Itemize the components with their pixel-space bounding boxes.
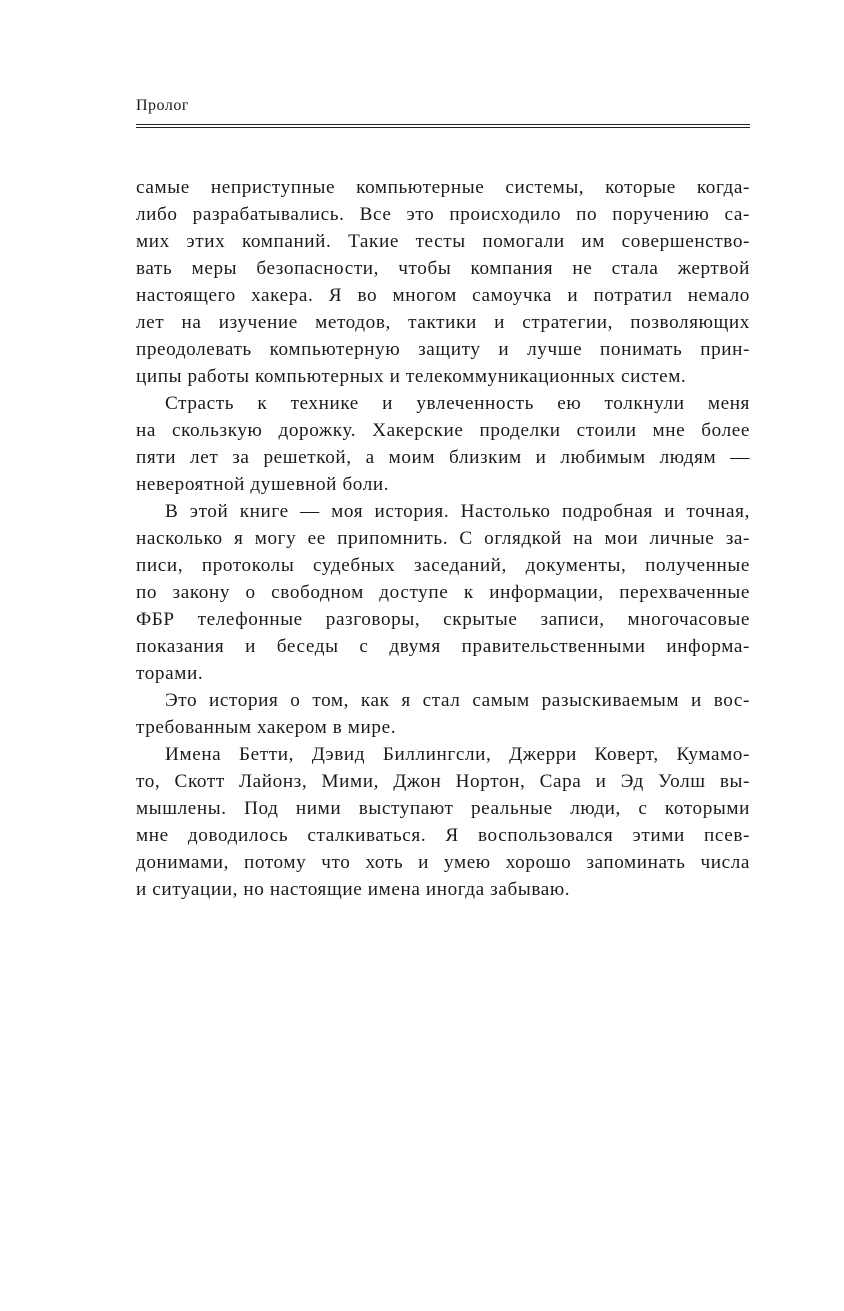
- text-line: по закону о свободном доступе к информации, перехваченные: [136, 582, 750, 603]
- text-line: вать меры безопасности, чтобы компания не стала жертвой: [136, 258, 750, 279]
- text-line: Страсть к технике и увлеченность ею толкнули меня: [165, 393, 750, 414]
- running-head: Пролог: [136, 97, 189, 114]
- text-line: мих этих компаний. Такие тесты помогали им совершенство-: [136, 231, 750, 252]
- text-line: ФБР телефонные разговоры, скрытые записи, многочасовые: [136, 609, 750, 630]
- text-line: и ситуации, но настоящие имена иногда забываю.: [136, 879, 571, 900]
- text-line: мышлены. Под ними выступают реальные люди, с которыми: [136, 798, 750, 819]
- text-line: показания и беседы с двумя правительственными информа-: [136, 636, 750, 657]
- text-line: пяти лет за решеткой, а моим близким и любимым людям —: [136, 447, 750, 468]
- text-line: мне доводилось сталкиваться. Я воспользовался этими псев-: [136, 825, 750, 846]
- text-line: на скользкую дорожку. Хакерские проделки стоили мне более: [136, 420, 750, 441]
- text-line: невероятной душевной боли.: [136, 474, 390, 495]
- body-text: [136, 174, 750, 903]
- text-line: Это история о том, как я стал самым разыскиваемым и вос-: [165, 690, 750, 711]
- text-line: требованным хакером в мире.: [136, 717, 397, 738]
- text-line: Имена Бетти, Дэвид Биллингсли, Джерри Коверт, Кумамо-: [165, 744, 750, 765]
- text-line: писи, протоколы судебных заседаний, документы, полученные: [136, 555, 750, 576]
- text-line: либо разрабатывались. Все это происходило по поручению са-: [136, 204, 750, 225]
- text-line: настоящего хакера. Я во многом самоучка и потратил немало: [136, 285, 750, 306]
- header-rule-bottom: [136, 127, 750, 128]
- text-line: насколько я могу ее припомнить. С оглядкой на мои личные за-: [136, 528, 750, 549]
- header-rule-top: [136, 124, 750, 125]
- text-line: торами.: [136, 663, 204, 684]
- text-line: то, Скотт Лайонз, Мими, Джон Нортон, Сара и Эд Уолш вы-: [136, 771, 750, 792]
- text-line: преодолевать компьютерную защиту и лучше понимать прин-: [136, 339, 750, 360]
- text-line: ципы работы компьютерных и телекоммуникационных систем.: [136, 366, 687, 387]
- text-line: лет на изучение методов, тактики и стратегии, позволяющих: [136, 312, 750, 333]
- text-line: В этой книге — моя история. Настолько подробная и точная,: [165, 501, 750, 522]
- text-line: донимами, потому что хоть и умею хорошо запоминать числа: [136, 852, 750, 873]
- text-line: самые неприступные компьютерные системы, которые когда-: [136, 177, 750, 198]
